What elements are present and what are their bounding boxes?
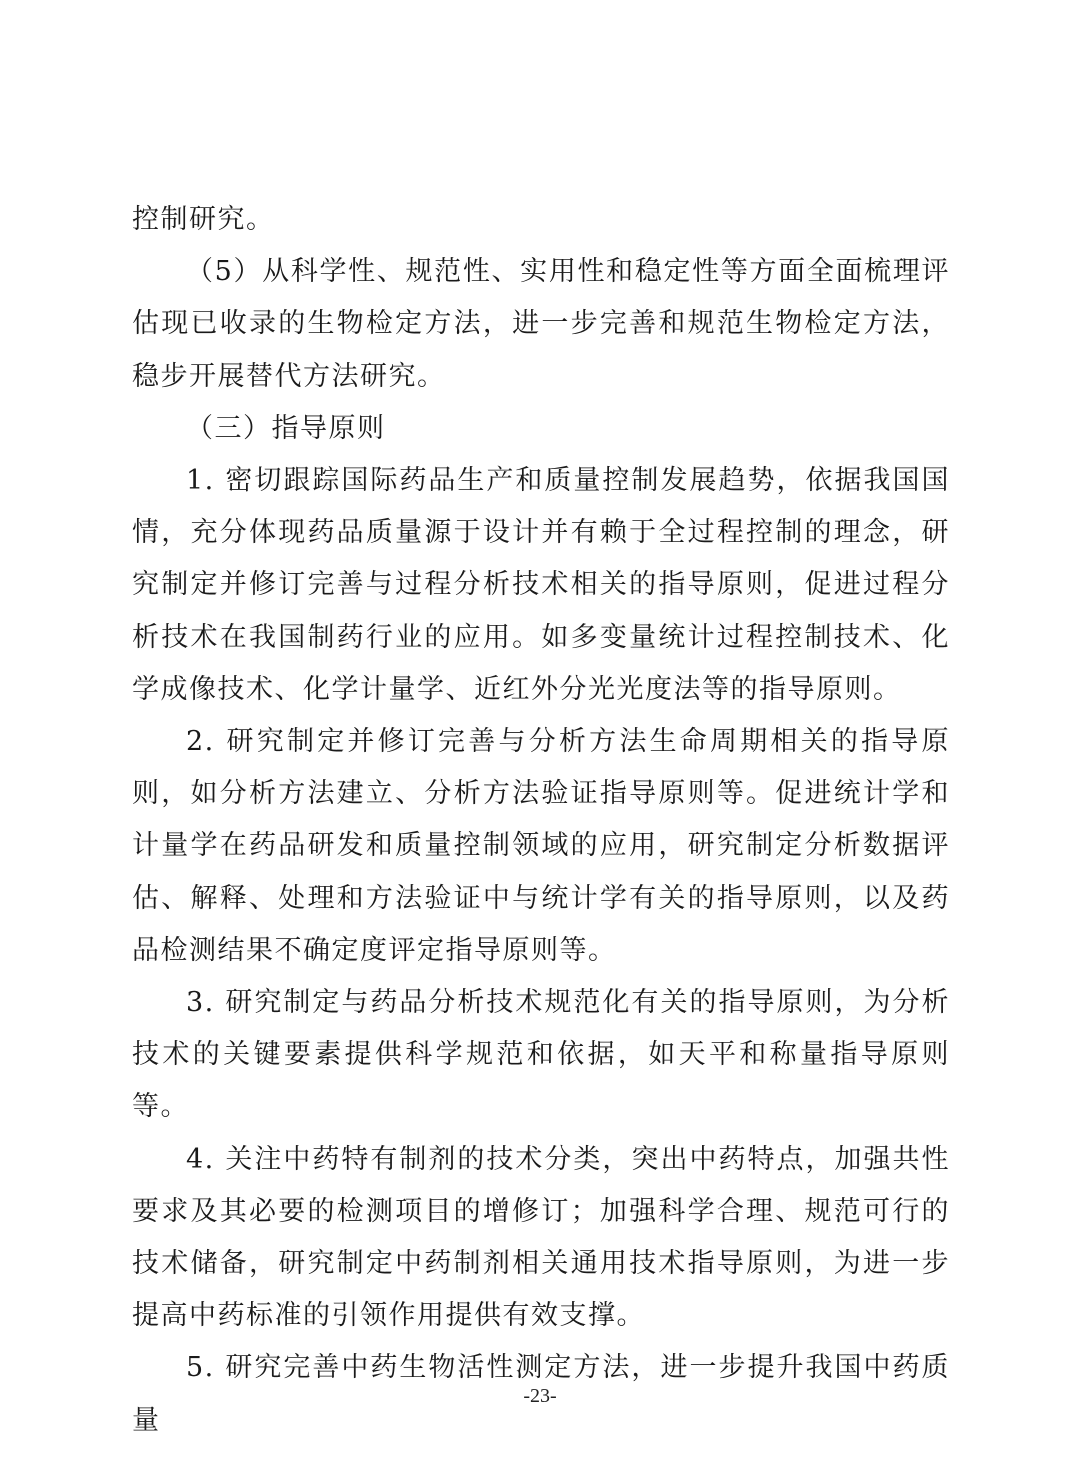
body-text [132,194,950,1447]
paragraph-4: 4. 关注中药特有制剂的技术分类，突出中药特点，加强共性要求及其必要的检测项目的增修订；加强科学合理、规范可行的技术储备，研究制定中药制剂相关通用技术指导原则，为进一步提高中药标准的引领作用提供有效支撑。 [132,1143,950,1332]
paragraph-continuation: 控制研究。 [132,204,275,235]
paragraph-2: 2. 研究制定并修订完善与分析方法生命周期相关的指导原则，如分析方法建立、分析方法验证指导原则等。促进统计学和计量学在药品研发和质量控制领域的应用，研究制定分析数据评估、解释、处理和方法验证中与统计学有关的指导原则，以及药品检测结果不确定度评定指导原则等。 [132,726,950,966]
paragraph-1: 1. 密切跟踪国际药品生产和质量控制发展趋势，依据我国国情，充分体现药品质量源于设计并有赖于全过程控制的理念，研究制定并修订完善与过程分析技术相关的指导原则，促进过程分析技术在我国制药行业的应用。如多变量统计过程控制技术、化学成像技术、化学计量学、近红外分光光度法等的指导原则。 [132,465,950,705]
page-number: -23- [523,1385,557,1407]
paragraph-item-5: （5）从科学性、规范性、实用性和稳定性等方面全面梳理评估现已收录的生物检定方法，进一步完善和规范生物检定方法，稳步开展替代方法研究。 [132,256,950,392]
paragraph-3: 3. 研究制定与药品分析技术规范化有关的指导原则，为分析技术的关键要素提供科学规范和依据，如天平和称量指导原则等。 [132,987,950,1123]
paragraph-5: 5. 研究完善中药生物活性测定方法，进一步提升我国中药质量 [132,1352,950,1436]
section-heading: （三）指导原则 [186,412,386,444]
